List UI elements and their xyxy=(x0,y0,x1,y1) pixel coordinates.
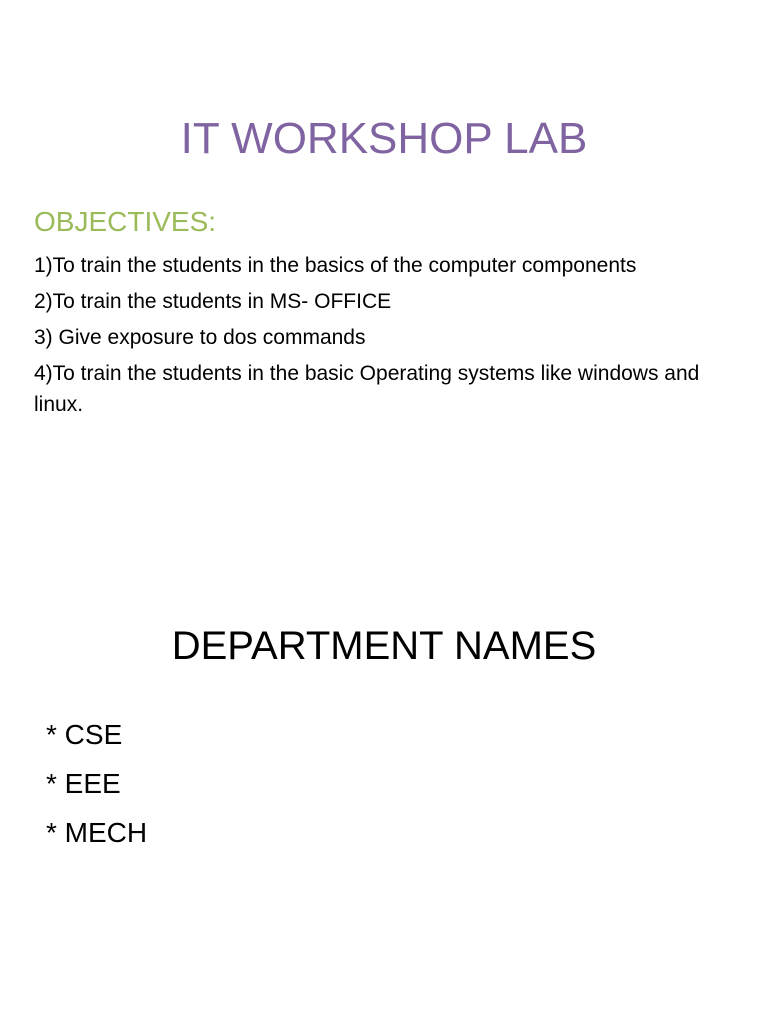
department-list xyxy=(46,717,147,864)
objectives-list xyxy=(34,250,742,425)
objectives-heading: OBJECTIVES: xyxy=(34,206,217,237)
slide-2 xyxy=(0,512,768,1024)
objective-item: 1)To train the students in the basics of the computer components xyxy=(34,254,637,277)
slide-title: IT WORKSHOP LAB xyxy=(180,114,588,163)
objective-item: 3) Give exposure to dos commands xyxy=(34,326,366,349)
objective-item: 4)To train the students in the basic Operating systems like windows and linux. xyxy=(34,362,700,416)
department-item: * CSE xyxy=(46,719,123,750)
department-item: * EEE xyxy=(46,768,121,799)
department-item: * MECH xyxy=(46,817,148,848)
slide-title: DEPARTMENT NAMES xyxy=(171,624,597,668)
objective-item: 2)To train the students in MS- OFFICE xyxy=(34,290,392,313)
